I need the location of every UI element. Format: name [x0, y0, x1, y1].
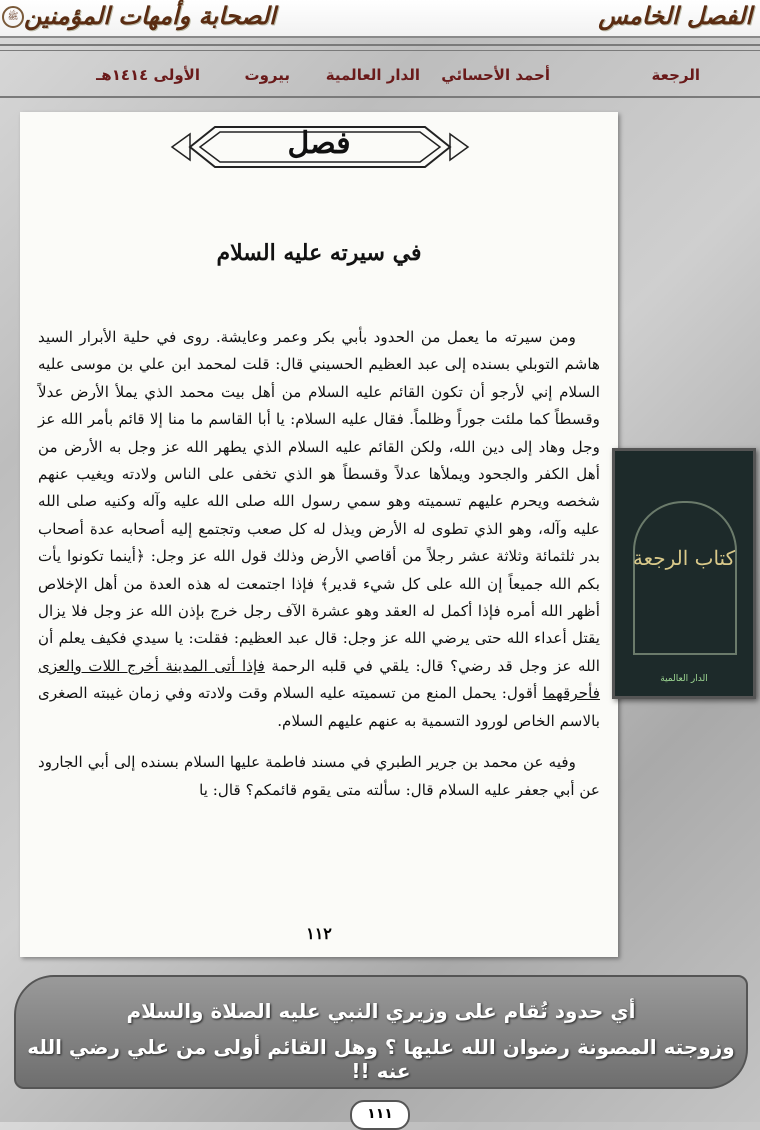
citation-bar	[0, 62, 760, 90]
cover-arch	[633, 501, 737, 655]
citation-divider	[0, 96, 760, 98]
page-header	[0, 0, 760, 38]
cover-publisher: الدار العالمية	[660, 674, 708, 684]
page-body	[38, 324, 600, 804]
paragraph-text: ومن سيرته ما يعمل من الحدود بأبي بكر وعمر وعايشة. روى في حلية الأبرار السيد هاشم التوبلي بسنده إلى عبد العظيم الحسيني قال: قلت لمحمد ابن علي بن موسى عليه السلام إني لأرجو أن تكون القائم عليه السلام من أهل بيت محمد الذي يملأ الأرض عدلاً وقسطاً كما ملئت جوراً وظلماً. فقال عليه السلام: يا أبا القاسم ما منا إلا قائم بأمر الله عز وجل وهاد إلى دين الله، ولكن القائم عليه السلام الذي يطهر الله عز وجل به الأرض من أهل الكفر والجحود ويملأها عدلاً وقسطاً هو الذي تخفى على الناس ولادته ويغيب عنهم شخصه ويحرم عليهم تسميته وهو سمي رسول الله صلى الله عليه وآله وكنيه صلى الله عليه وآله، وهو الذي تطوى له الأرض ويذل له كل صعب وتجتمع إليه أصحابه عدة أصحاب بدر ثلثمائة وثلاثة عشر رجلاً من أقاصي الأرض وذلك قول الله عز وجل: ﴿أينما تكونوا يأت بكم الله جميعاً إن الله على كل شيء قدير﴾ فإذا اجتمعت له هذه العدة من أهل الإخلاص أظهر الله أمره فإذا أكمل له العقد وهو عشرة الآف رجل خرج بإذن الله عز وجل فلا يزال يقتل أعداء الله حتى يرضي الله عز وجل: قال عبد العظيم: فقلت: يا سيدي فكيف يعلم أن الله عز وجل قد رضي؟ قال: يلقي في قلبه الرحمة	[38, 328, 600, 675]
commentary-banner	[14, 975, 748, 1089]
banner-line-1: أي حدود تُقام على وزيري النبي عليه الصلاة والسلام	[126, 999, 636, 1023]
seal-icon: ﷺ	[2, 6, 24, 28]
citation-work: الرجعة	[651, 66, 700, 84]
cover-title: كتاب الرجعة	[632, 546, 736, 570]
paragraph: وفيه عن محمد بن جرير الطبري في مسند فاطمة عليها السلام بسنده إلى أبي الجارود عن أبي جعفر عليه السلام قال: سألته متى يقوم قائمكم؟ قال: يا	[38, 753, 600, 799]
chapter-title: الفصل الخامس	[598, 2, 752, 30]
section-heading: فصل	[287, 126, 351, 161]
citation-edition: الأولى ١٤١٤هـ	[96, 66, 200, 84]
footer-page-number: ١١١	[350, 1100, 410, 1130]
page-number: ١١٢	[306, 924, 332, 943]
section-subtitle: في سيرته عليه السلام	[216, 240, 422, 266]
book-title: الصحابة وأمهات المؤمنين	[24, 2, 276, 30]
citation-publisher: الدار العالمية	[325, 66, 420, 84]
citation-city: بيروت	[244, 66, 290, 84]
banner-line-2: وزوجته المصونة رضوان الله عليها ؟ وهل القائم أولى من علي رضي الله عنه !!	[27, 1035, 735, 1083]
underlined-text: فإذا أتى المدينة أخرج اللات والعزى فأحرقهما	[38, 656, 601, 703]
header-divider-thin	[0, 50, 760, 51]
citation-author: أحمد الأحسائي	[441, 66, 550, 84]
paragraph	[38, 324, 600, 735]
scanned-page	[20, 112, 618, 957]
header-divider	[0, 44, 760, 46]
paragraph-text-end: أقول: يحمل المنع من تسميته عليه السلام وقت ولادته وفي زمان غيبته الصغرى بالاسم الخاص لورود التسمية به عنهم عليهم السلام.	[38, 684, 600, 730]
book-cover-image	[612, 448, 756, 699]
